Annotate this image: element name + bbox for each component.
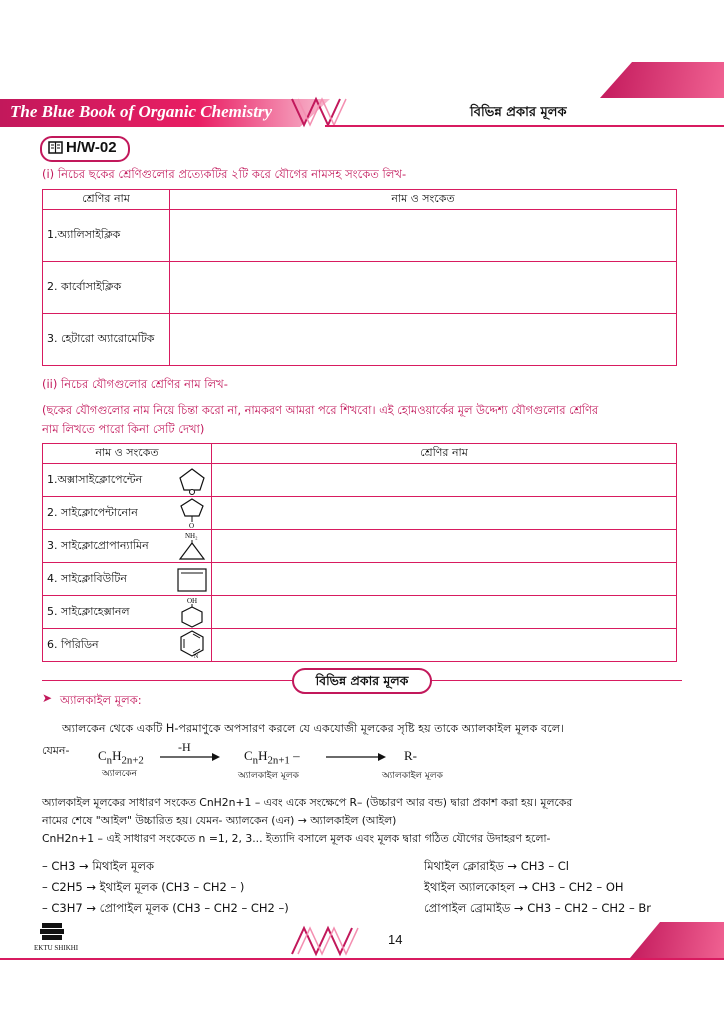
zigzag-decoration-icon [290, 95, 350, 129]
table-row [43, 629, 677, 662]
table-header-row [43, 444, 677, 464]
table-row [43, 464, 677, 497]
table-row [43, 563, 677, 596]
oxacyclopentane-icon [177, 466, 207, 496]
footer-corner-decoration [630, 922, 724, 958]
table-row [43, 210, 677, 262]
table-row [43, 262, 677, 314]
compound-name: 1.অক্সাসাইক্লোপেন্টেন [47, 472, 143, 486]
cyclobutene-icon [175, 565, 209, 595]
definition-text: অ্যালকেন থেকে একটি H-পরমাণুকে অপসারণ করলে যে একযোজী মূলকের সৃষ্টি হয় তাকে অ্যালকাইল মূলক বলে। [62, 722, 565, 735]
q2-row-compound [43, 596, 212, 629]
q2-note-line2: নাম লিখতে পারো কিনা সেটি দেখা) [42, 422, 205, 436]
right-example-2: ইথাইল অ্যালকোহল → CH3 – CH2 – OH [424, 880, 624, 894]
product2-name: অ্যালকাইল মূলক [382, 771, 443, 781]
hydroxyl-label: OH [187, 597, 198, 605]
pyridine-icon [177, 629, 207, 661]
example-label: যেমন- [42, 744, 70, 757]
reagent-label: -H [178, 740, 191, 754]
compound-name: 6. পিরিডিন [47, 637, 99, 651]
q2-instruction: (ii) নিচের যৌগগুলোর শ্রেণির নাম লিখ- [42, 377, 228, 391]
q2-row-compound [43, 629, 212, 662]
book-title: The Blue Book of Organic Chemistry [10, 102, 273, 121]
book-stack-logo-icon [38, 920, 68, 942]
answer-cell[interactable] [212, 464, 677, 497]
paragraph-line1: অ্যালকাইল মূলকের সাধারণ সংকেত CnH2n+1 – এবং একে সংক্ষেপে R– (উচ্চারণ আর বন্ড) দ্বারা প্রকাশ করা হয়। মূলকের [42, 796, 573, 809]
table-row [43, 497, 677, 530]
product-formula: $C_nH_{2n+1}$ – [244, 748, 300, 767]
table-row [43, 530, 677, 563]
zigzag-decoration-icon [290, 924, 360, 958]
reactant-name: অ্যালকেন [102, 769, 138, 779]
left-example-3: – C3H7 → প্রোপাইল মূলক (CH3 – CH2 – CH2 –) [42, 901, 289, 915]
subheading: অ্যালকাইল মূলক: [60, 693, 142, 707]
product2-formula: R- [404, 748, 417, 763]
q2-row-compound [43, 530, 212, 563]
left-example-2: – C2H5 → ইথাইল মূলক (CH3 – CH2 – ) [42, 880, 245, 894]
q1-col-name-formula: নাম ও সংকেত [170, 190, 677, 210]
answer-cell[interactable] [212, 497, 677, 530]
q1-row-label: 1.অ্যালিসাইক্লিক [43, 210, 170, 262]
chapter-title: বিভিন্ন প্রকার মূলক [470, 105, 567, 120]
answer-cell[interactable] [212, 563, 677, 596]
q2-col-name-formula: নাম ও সংকেত [43, 444, 212, 464]
answer-cell[interactable] [212, 530, 677, 563]
cyclohexanol-icon [177, 596, 207, 628]
q2-row-compound [43, 563, 212, 596]
footer-logo-text: EKTU SHIKHI [34, 944, 79, 952]
carbonyl-label: O [189, 522, 195, 529]
q1-row-label: 2. কার্বোসাইক্লিক [43, 262, 170, 314]
compound-name: 3. সাইক্লোপ্রোপান্যামিন [47, 538, 149, 552]
header-corner-decoration [600, 62, 724, 98]
q2-note-line1: (ছকের যৌগগুলোর নাম নিয়ে চিন্তা করো না, নামকরণ আমরা পরে শিখবো। এই হোমওয়ার্কের মূল উদ্দেশ্য যৌগগুলোর শ্রেণির [42, 404, 599, 417]
nitrogen-label: N [194, 654, 199, 660]
compound-name: 4. সাইক্লোবিউটিন [47, 571, 127, 585]
q1-instruction: (i) নিচের ছকের শ্রেণিগুলোর প্রত্যেকটির ২টি করে যৌগের নামসহ সংকেত লিখ- [42, 167, 407, 181]
q2-col-class: শ্রেণির নাম [212, 444, 677, 464]
header-rule [325, 125, 724, 127]
table-header-row [43, 190, 677, 210]
q2-row-compound [43, 464, 212, 497]
answer-cell[interactable] [212, 596, 677, 629]
table-row [43, 314, 677, 366]
page-number: 14 [388, 932, 403, 947]
product-name: অ্যালকাইল মূলক [238, 771, 299, 781]
right-example-1: মিথাইল ক্লোরাইড → CH3 – Cl [424, 859, 570, 873]
answer-cell[interactable] [170, 314, 677, 366]
section-title: বিভিন্ন প্রকার মূলক [292, 668, 432, 694]
footer-rule [0, 958, 724, 960]
answer-cell[interactable] [170, 262, 677, 314]
hw-label: H/W-02 [66, 139, 117, 156]
reaction-arrow-icon [160, 752, 220, 762]
q2-row-compound [43, 497, 212, 530]
table-row [43, 596, 677, 629]
cyclopentanone-icon [177, 497, 207, 529]
cyclopropanamine-icon [177, 530, 207, 562]
reaction-arrow-icon [326, 752, 386, 762]
paragraph-line2: নামের শেষে "আইল" উচ্চারিত হয়। যেমন- অ্যালকেন (এন) → অ্যালকাইল (আইল) [42, 814, 397, 827]
answer-cell[interactable] [212, 629, 677, 662]
q2-table [42, 443, 677, 662]
reactant-formula: $C_nH_{2n+2}$ [98, 748, 144, 767]
arrow-bullet-icon: ➤ [42, 691, 53, 705]
amine-label: NH₂ [185, 532, 198, 540]
book-pen-icon [48, 141, 64, 155]
q1-col-class: শ্রেণির নাম [43, 190, 170, 210]
compound-name: 5. সাইক্লোহেক্সানল [47, 604, 130, 618]
left-example-1: – CH3 → মিথাইল মূলক [42, 859, 155, 873]
right-example-3: প্রোপাইল ব্রোমাইড → CH3 – CH2 – CH2 – Br [424, 901, 652, 915]
q1-row-label: 3. হেটারো অ্যারোমেটিক [43, 314, 170, 366]
compound-name: 2. সাইক্লোপেন্টানোন [47, 505, 138, 519]
q1-table [42, 189, 677, 366]
paragraph-line3: CnH2n+1 – এই সাধারণ সংকেতে n =1, 2, 3... ইত্যাদি বসালে মূলক এবং মূলক দ্বারা গঠিত যৌগের উদাহরণ হলো- [42, 832, 551, 845]
answer-cell[interactable] [170, 210, 677, 262]
